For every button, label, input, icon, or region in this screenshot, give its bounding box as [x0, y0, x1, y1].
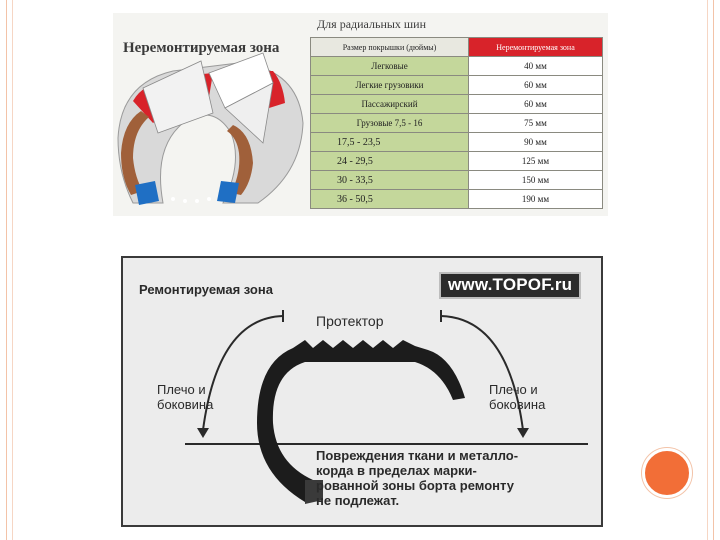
nonrepairable-zone-label: Неремонтируемая зона — [123, 40, 280, 56]
table-row — [311, 114, 603, 133]
zone-cell: 60 мм — [469, 95, 603, 114]
orange-circle-decoration — [642, 448, 692, 498]
zone-cell: 150 мм — [469, 171, 603, 190]
size-cell: Легкие грузовики — [311, 76, 469, 95]
size-cell: 36 - 50,5 — [311, 190, 469, 209]
zone-cell: 90 мм — [469, 133, 603, 152]
zone-cell: 190 мм — [469, 190, 603, 209]
size-cell: 17,5 - 23,5 — [311, 133, 469, 152]
table-row — [311, 95, 603, 114]
header-nonrepairable-zone: Неремонтируемая зона — [469, 38, 603, 57]
table-row — [311, 190, 603, 209]
table-row — [311, 171, 603, 190]
zone-cell: 125 мм — [469, 152, 603, 171]
zone-cell: 40 мм — [469, 57, 603, 76]
damage-line: Повреждения ткани и металло- — [316, 448, 519, 463]
table-title: Для радиальных шин — [317, 17, 427, 31]
damage-line: рованной зоны борта ремонту — [316, 478, 514, 493]
size-cell: Пассажирский — [311, 95, 469, 114]
table-header-row — [311, 38, 603, 57]
table-row — [311, 57, 603, 76]
table-row — [311, 152, 603, 171]
tire-size-table — [310, 37, 603, 209]
right-label-line2: боковина — [489, 397, 546, 412]
right-label-line1: Плечо и — [489, 382, 538, 397]
damage-line: корда в пределах марки- — [316, 463, 477, 478]
repairable-zone-title: Ремонтируемая зона — [139, 282, 273, 297]
left-label-line1: Плечо и — [157, 382, 206, 397]
size-cell: 24 - 29,5 — [311, 152, 469, 171]
left-shoulder-label — [157, 382, 213, 412]
size-cell: 30 - 33,5 — [311, 171, 469, 190]
zone-cell: 75 мм — [469, 114, 603, 133]
tire-cutaway-illustration — [113, 13, 308, 216]
right-shoulder-label — [489, 382, 545, 412]
damage-note — [316, 448, 601, 508]
header-tire-size: Размер покрышки (дюймы) — [311, 38, 469, 57]
tread-label: Протектор — [316, 313, 384, 329]
damage-line: не подлежат. — [316, 493, 400, 508]
topof-logo: www.TOPOF.ru — [439, 272, 581, 299]
size-cell: Легковые — [311, 57, 469, 76]
table-row — [311, 133, 603, 152]
zone-cell: 60 мм — [469, 76, 603, 95]
size-cell: Грузовые 7,5 - 16 — [311, 114, 469, 133]
repairable-zone-figure — [121, 256, 603, 527]
table-row — [311, 76, 603, 95]
radial-tire-figure — [113, 13, 608, 216]
left-label-line2: боковина — [157, 397, 214, 412]
